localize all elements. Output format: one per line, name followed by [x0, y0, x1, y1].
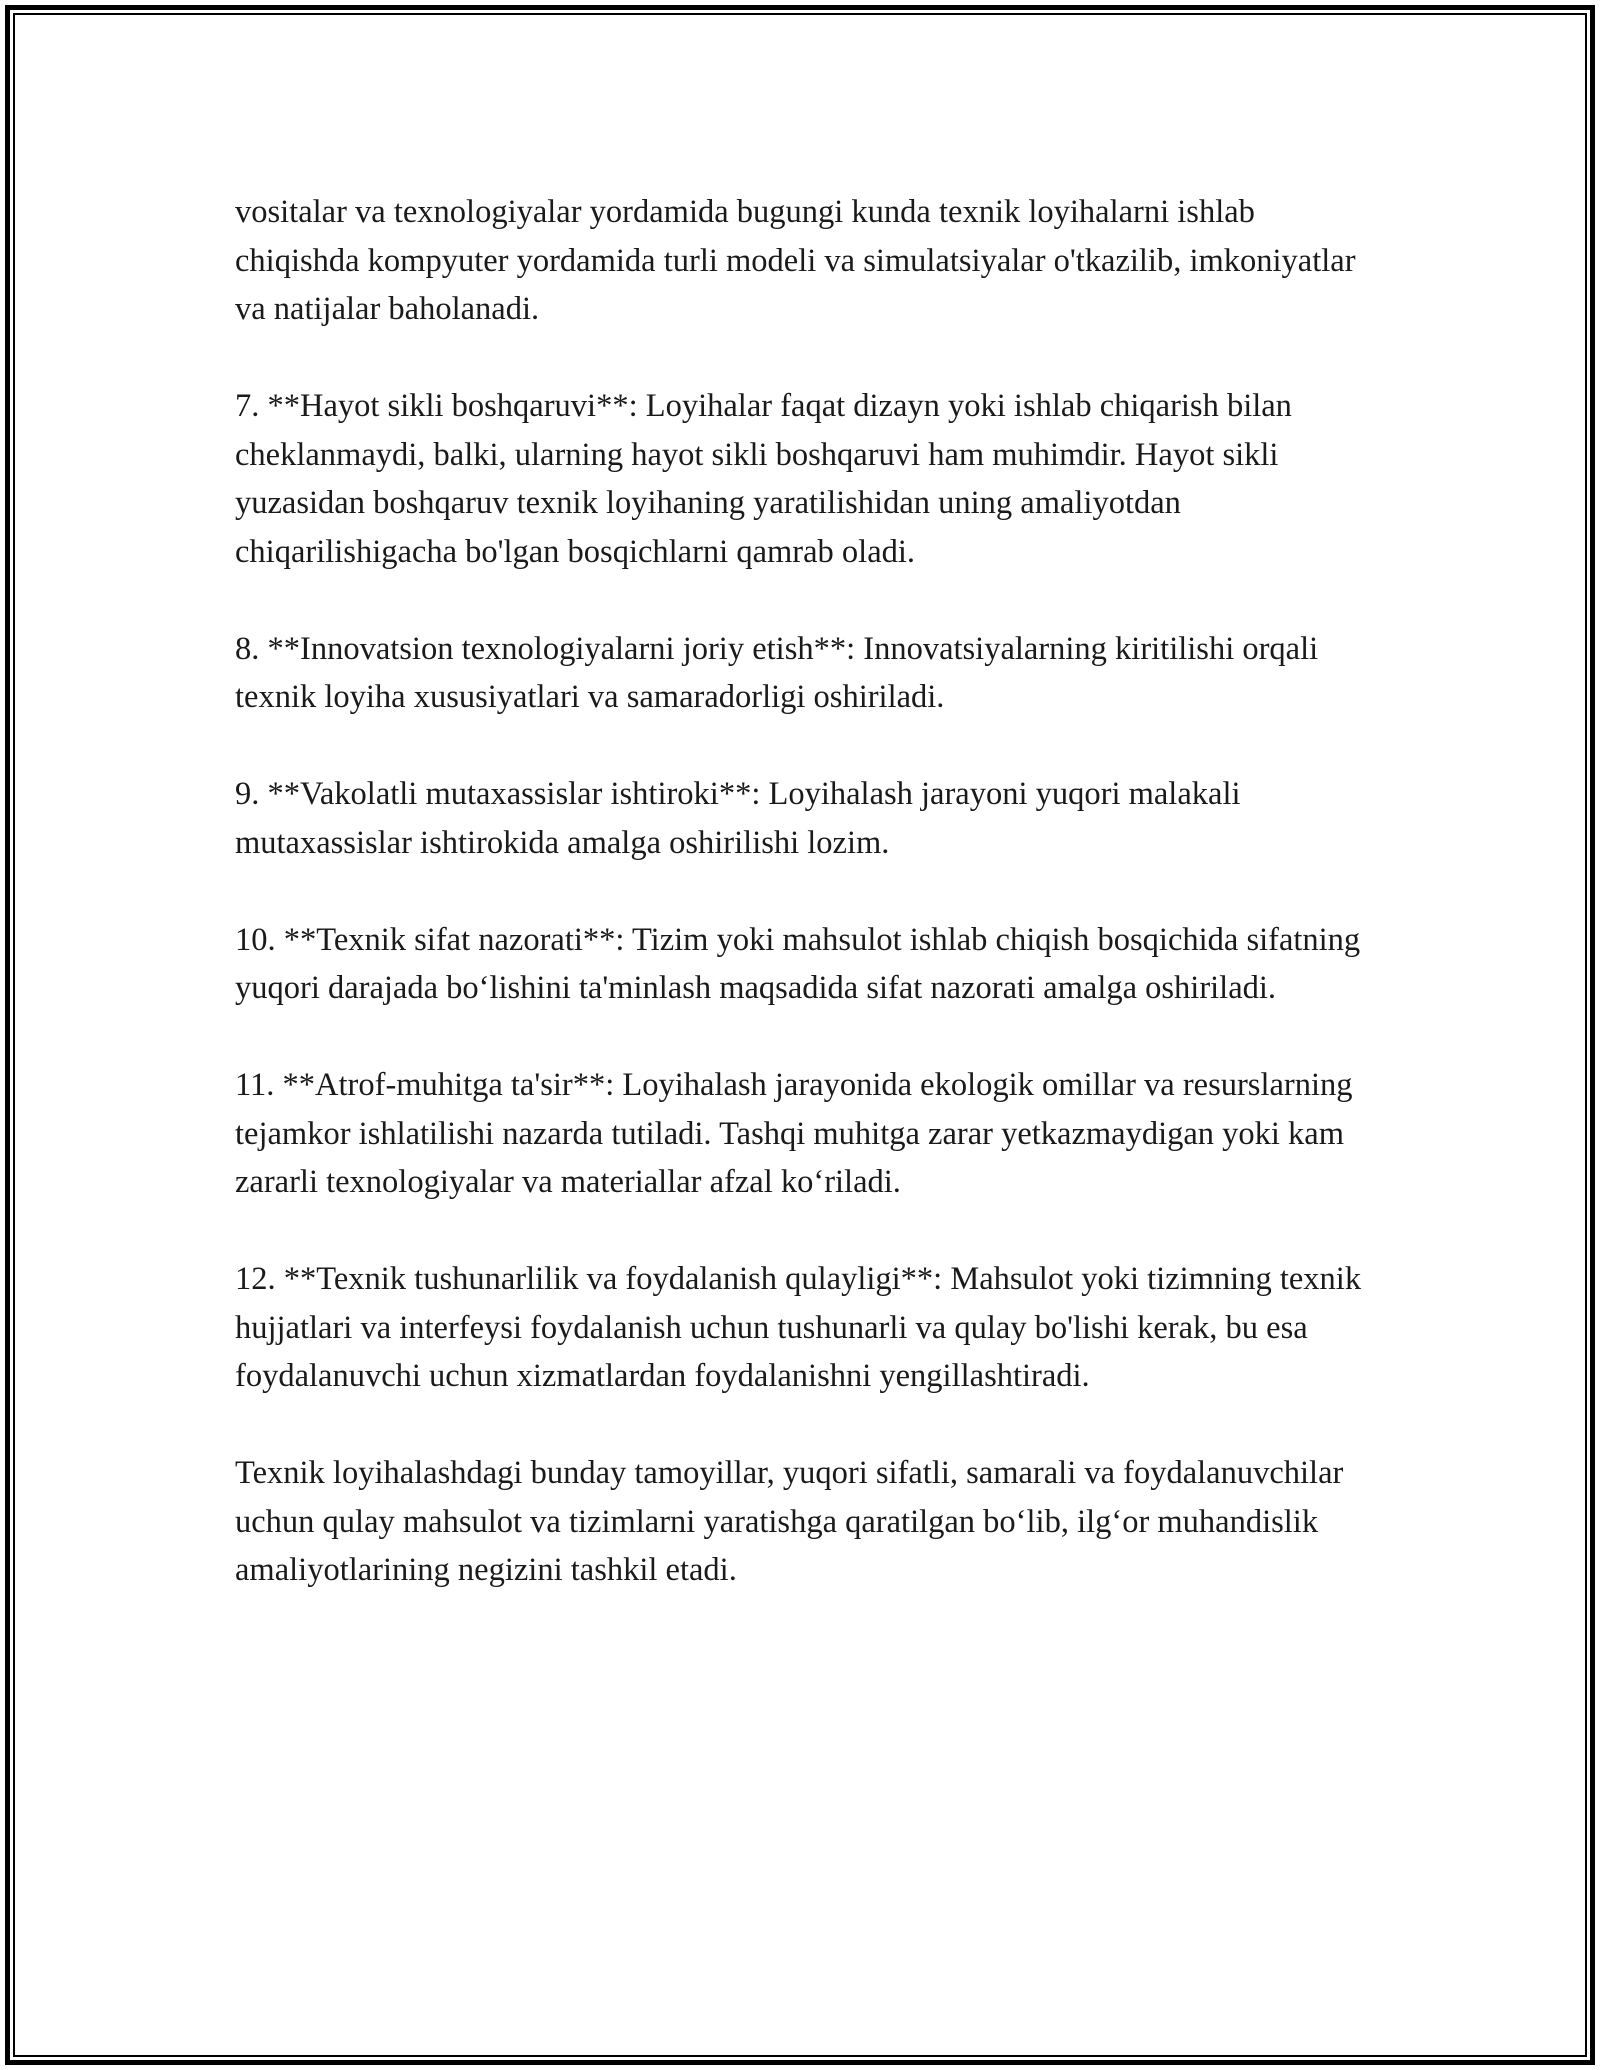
document-body: [235, 188, 1375, 1595]
paragraph-item-9: 9. **Vakolatli mutaxassislar ishtiroki**: Loyihalash jarayoni yuqori malakali mutaxassislar ishtirokida amalga oshirilishi lozim.: [235, 776, 1241, 861]
paragraph-conclusion: Texnik loyihalashdagi bunday tamoyillar, yuqori sifatli, samarali va foydalanuvchilar uchun qulay mahsulot va tizimlarni yaratishga qaratilgan bo‘lib, ilg‘or muhandislik amaliyotlarining negizini tashkil etadi.: [235, 1455, 1344, 1588]
paragraph-item-7: 7. **Hayot sikli boshqaruvi**: Loyihalar faqat dizayn yoki ishlab chiqarish bilan cheklanmaydi, balki, ularning hayot sikli boshqaruvi ham muhimdir. Hayot sikli yuzasidan boshqaruv texnik loyihaning yaratilishidan uning amaliyotdan chiqarilishigacha bo'lgan bosqichlarni qamrab oladi.: [235, 388, 1292, 570]
paragraph-item-8: 8. **Innovatsion texnologiyalarni joriy etish**: Innovatsiyalarning kiritilishi orqali texnik loyiha xususiyatlari va samaradorligi oshiriladi.: [235, 630, 1319, 715]
paragraph-item-12: 12. **Texnik tushunarlilik va foydalanish qulayligi**: Mahsulot yoki tizimning texnik hujjatlari va interfeysi foydalanish uchun tushunarli va qulay bo'lishi kerak, bu esa foydalanuvchi uchun xizmatlardan foydalanishni yengillashtiradi.: [235, 1261, 1362, 1394]
paragraph-intro-continuation: vositalar va texnologiyalar yordamida bugungi kunda texnik loyihalarni ishlab chiqishda kompyuter yordamida turli modeli va simulatsiyalar o'tkazilib, imkoniyatlar va natijalar baholanadi.: [235, 194, 1356, 327]
paragraph-item-11: 11. **Atrof-muhitga ta'sir**: Loyihalash jarayonida ekologik omillar va resurslarning tejamkor ishlatilishi nazarda tutiladi. Tashqi muhitga zarar yetkazmaydigan yoki kam zararli texnologiyalar va materiallar afzal ko‘riladi.: [235, 1067, 1353, 1200]
paragraph-item-10: 10. **Texnik sifat nazorati**: Tizim yoki mahsulot ishlab chiqish bosqichida sifatning yuqori darajada bo‘lishini ta'minlash maqsadida sifat nazorati amalga oshiriladi.: [235, 921, 1361, 1006]
